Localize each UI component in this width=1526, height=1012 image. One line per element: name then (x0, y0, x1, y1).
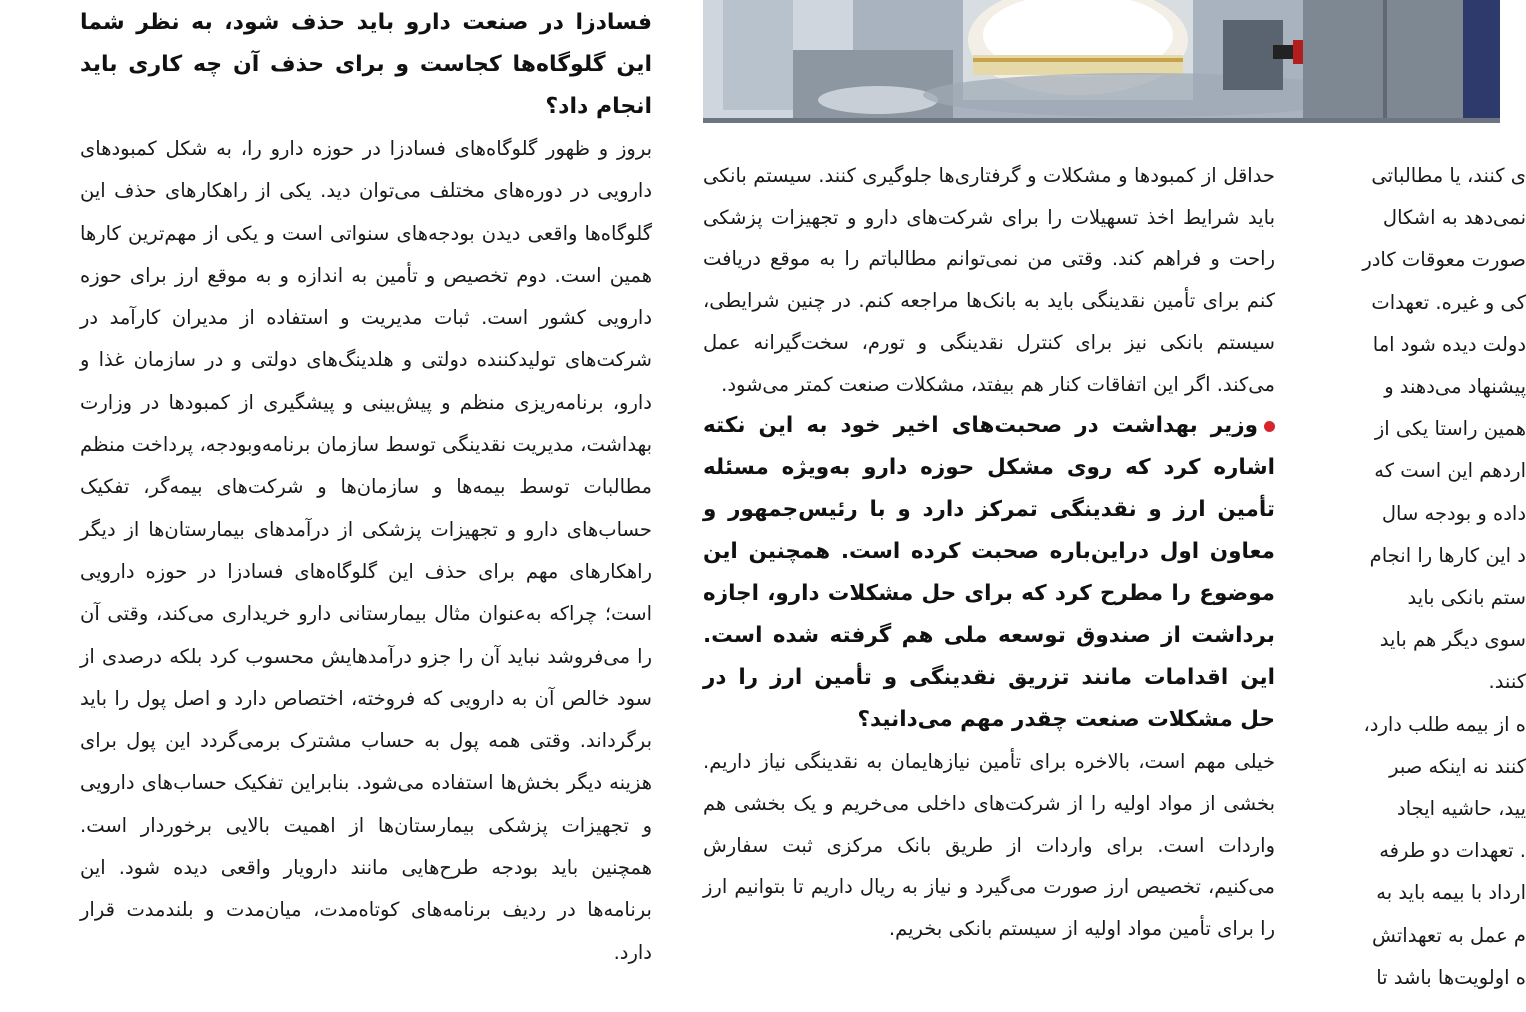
paragraph: حداقل از کمبودها و مشکلات و گرفتاری‌ها جلوگیری کنند. سیستم بانکی باید شرایط اخذ تسهیلات را برای شرکت‌های دارو و تجهیزات پزشکی راحت و فراهم کند. وقتی من نمی‌توانم مطالباتم را به موقع دریافت کنم برای تأمین نقدینگی باید به بانک‌ها مراجعه کنم. در چنین شرایطی، سیستم بانکی نیز برای کنترل نقدینگی و تورم، سخت‌گیرانه عمل می‌کند. اگر این اتفاقات کنار هم بیفتد، مشکلات صنعت کمتر می‌شود. (703, 164, 1275, 396)
text-line: ه اولویت‌ها باشد تا (1376, 965, 1526, 989)
interview-answer: خیلی مهم است، بالاخره برای تأمین نیازهایمان به نقدینگی نیاز داریم. بخشی از مواد اولیه را از شرکت‌های داخلی می‌خریم و یک بخشی هم واردات است. برای واردات از طریق بانک مرکزی ثبت سفارش می‌کنیم، تخصیص ارز صورت می‌گیرد و نیاز به ریال داریم تا بتوانیم ارز را برای تأمین مواد اولیه از سیستم بانکی بخریم. (703, 750, 1275, 941)
text-line: همین راستا یکی از (1374, 417, 1526, 441)
text-line: پیشنهاد می‌دهند و (1384, 375, 1526, 399)
text-line: ی کنند، یا مطالباتی (1371, 164, 1526, 187)
text-line: کنند نه اینکه صبر (1389, 754, 1526, 778)
bullet-dot-icon (1264, 421, 1275, 432)
text-line: دولت دیده شود اما (1372, 332, 1526, 356)
interview-question: فسادزا در صنعت دارو باید حذف شود، به نظر شما این گلوگاه‌ها کجاست و برای حذف آن چه کاری باید انجام داد؟ (80, 10, 652, 119)
text-line: داده و بودجه سال (1381, 501, 1526, 525)
text-line: کی و غیره. تعهدات (1371, 290, 1526, 314)
text-line: ستم بانکی باید (1407, 586, 1526, 610)
text-line: سوی دیگر هم باید (1379, 628, 1526, 652)
right-column-cropped (1326, 155, 1526, 999)
middle-column (703, 155, 1275, 950)
text-line: اردهم این است که (1374, 459, 1526, 483)
interview-answer: بروز و ظهور گلوگاه‌های فسادزا در حوزه دارو را، به شکل کمبودهای دارویی در دوره‌های مختلف می‌توان دید. یکی از راهکارهای حذف این گلوگاه‌ها واقعی دیدن بودجه‌های سنواتی است و یکی از مهم‌ترین کارها همین است. دوم تخصیص و تأمین به اندازه و به موقع ارز برای حوزه دارویی کشور است. ثبات مدیریت و استفاده از مدیران کارآمد در شرکت‌های تولیدکننده دولتی و هلدینگ‌های دولتی و در سازمان غذا و دارو، برنامه‌ریزی منظم و پیش‌بینی و پیشگیری از کمبودها در وزارت بهداشت، مدیریت نقدینگی توسط سازمان برنامه‌وبودجه، پرداخت منظم مطالبات توسط بیمه‌ها و سازمان‌ها و شرکت‌های بیمه‌گر، تفکیک حساب‌های دارو و تجهیزات پزشکی از درآمدهای بیمارستان‌ها از دیگر راهکارهای مهم برای حذف این گلوگاه‌های فسادزا در حوزه دارویی است؛ چراکه به‌عنوان مثال بیمارستانی دارو خریداری می‌کند، وقتی آن را می‌فروشد نباید آن را جزو درآمدهایش محسوب کرد بلکه درصدی از سود خالص آن به دارویی که فروخته، اختصاص دارد و اصل پول را باید برگرداند. وقتی همه پول به حساب مشترک برمی‌گردد این پول برای هزینه دیگر بخش‌ها استفاده می‌شود. بنابراین تفکیک حساب‌های دارویی و تجهیزات پزشکی بیمارستان‌ها از اهمیت بالایی برخوردار است. همچنین باید بودجه طرح‌هایی مانند دارویار واقعی دیده شود. این برنامه‌ها در ردیف برنامه‌های کوتاه‌مدت، میان‌مدت و بلندمدت قرار دارد. (80, 137, 652, 964)
left-column (80, 2, 652, 974)
interview-question: وزیر بهداشت در صحبت‌های اخیر خود به این نکته اشاره کرد که روی مشکل حوزه دارو به‌ویژه مسئله تأمین ارز و نقدینگی تمرکز دارد و با رئیس‌جمهور و معاون اول دراین‌باره صحبت کرده است. همچنین این موضوع را مطرح کرد که برای حل مشکلات دارو، اجازه برداشت از صندوق توسعه ملی هم گرفته شده است. این اقدامات مانند تزریق نقدینگی و تأمین ارز را در حل مشکلات صنعت چقدر مهم می‌دانید؟ (703, 413, 1275, 733)
pharma-machine-photo (703, 0, 1500, 123)
text-line: صورت معوقات کادر (1362, 248, 1526, 272)
text-line: کنند. (1488, 670, 1526, 694)
article-photo (703, 0, 1500, 123)
text-line: د این کارها را انجام (1369, 543, 1526, 567)
text-line: ه از بیمه طلب دارد، (1363, 712, 1526, 736)
text-line: ارداد با بیمه باید به (1376, 881, 1526, 905)
text-line: . تعهدات دو طرفه (1379, 839, 1526, 863)
text-line: نمی‌دهد به اشکال (1382, 206, 1526, 230)
text-line: یید، حاشیه ایجاد (1397, 797, 1526, 821)
text-line: م عمل به تعهداتش (1372, 923, 1526, 947)
